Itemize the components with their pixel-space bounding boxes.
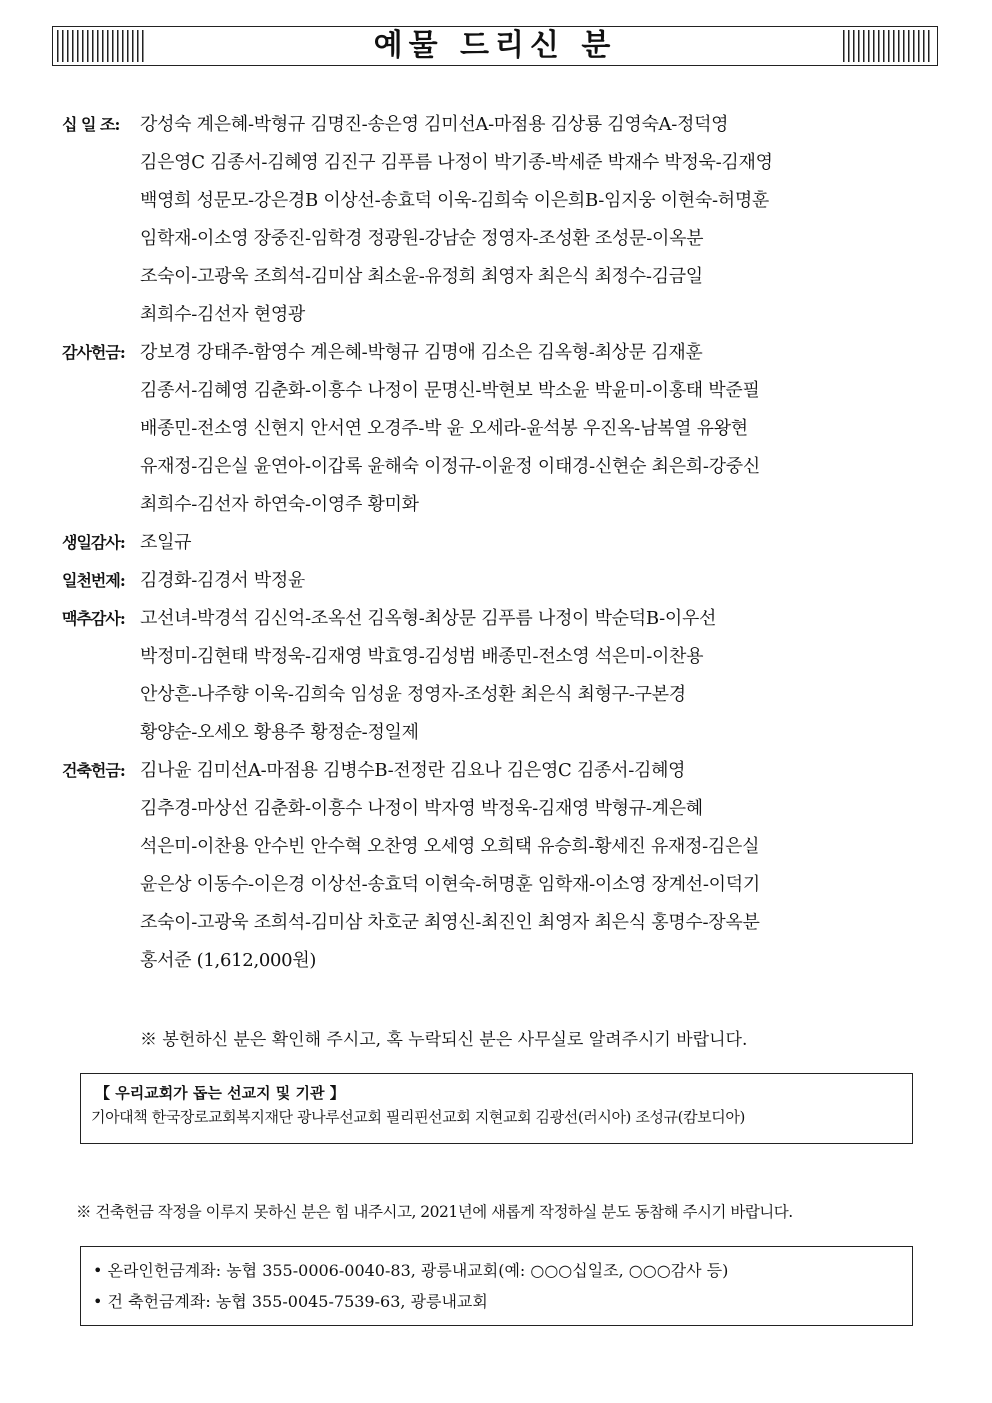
name-line: 김은영C 김종서-김혜영 김진구 김푸름 나정이 박기종-박세준 박재수 박정욱-김재영 [140,152,773,173]
section-names [140,334,942,524]
mission-support-box [80,1073,913,1144]
name-line: 윤은상 이동수-이은경 이상선-송효덕 이현숙-허명훈 임학재-이소영 장계선-이덕기 [140,874,760,895]
name-line: 고선녀-박경석 김신억-조옥선 김옥형-최상문 김푸름 나정이 박순덕B-이우선 [140,608,717,629]
offering-section [62,524,942,562]
offering-section [62,562,942,600]
title-bar [52,26,938,66]
name-line: 김경화-김경서 박정윤 [140,570,305,591]
section-names [140,106,942,334]
offering-section [62,600,942,752]
name-line: 백영희 성문모-강은경B 이상선-송효덕 이욱-김희숙 이은희B-임지웅 이현숙-허명훈 [140,190,770,211]
name-line: 임학재-이소영 장중진-임학경 정광원-강남순 정영자-조성환 조성문-이옥분 [140,228,704,249]
name-line: 강성숙 계은혜-박형규 김명진-송은영 김미선A-마점용 김상룡 김영숙A-정덕영 [140,114,729,135]
name-line: 황양순-오세오 황용주 황정순-정일제 [140,722,419,743]
section-names [140,562,942,600]
name-line: 조숙이-고광욱 조희석-김미삼 최소윤-유정희 최영자 최은식 최정수-김금일 [140,266,703,287]
name-line: 안상흔-나주향 이욱-김희숙 임성윤 정영자-조성환 최은식 최형구-구본경 [140,684,686,705]
name-line: 배종민-전소영 신현지 안서연 오경주-박 윤 오세라-윤석봉 우진옥-남복열 유왕현 [140,418,748,439]
name-line: 김나윤 김미선A-마점용 김병수B-전정란 김요나 김은영C 김종서-김혜영 [140,760,686,781]
section-label: 감사헌금: [62,343,125,362]
offering-section [62,752,942,980]
name-line: 조일규 [140,532,192,553]
section-label: 맥추감사: [62,609,125,628]
section-names [140,524,942,562]
section-label: 십 일 조: [62,115,120,134]
offering-section [62,334,942,524]
mission-support-title: 【 우리교회가 돕는 선교지 및 기관 】 [95,1084,345,1102]
bank-account-box [80,1246,913,1326]
name-line: 최희수-김선자 현영광 [140,304,305,325]
name-line: 박정미-김현태 박정욱-김재영 박효영-김성범 배종민-전소영 석은미-이찬용 [140,646,704,667]
page-title: 예물 드리신 분 [373,28,617,63]
name-line: 홍서준 (1,612,000원) [140,950,317,971]
offering-section [62,106,942,334]
name-line: 김추경-마상선 김춘화-이흥수 나정이 박자영 박정욱-김재영 박형규-계은혜 [140,798,703,819]
section-names [140,600,942,752]
offering-sections [62,106,942,980]
right-stripe-decoration [843,30,933,62]
building-fund-notice: ※ 건축헌금 작정을 이루지 못하신 분은 힘 내주시고, 2021년에 새롭게 작정하실 분도 동참해 주시기 바랍니다. [76,1203,793,1221]
name-line: 김종서-김혜영 김춘화-이흥수 나정이 문명신-박현보 박소윤 박윤미-이홍태 박준필 [140,380,760,401]
mission-support-list: 기아대책 한국장로교회복지재단 광나루선교회 필리핀선교회 지현교회 김광선(러시아) 조성규(캄보디아) [91,1108,745,1126]
left-stripe-decoration [57,30,147,62]
name-line: 강보경 강태주-함영수 계은혜-박형규 김명애 김소은 김옥형-최상문 김재훈 [140,342,703,363]
section-names [140,752,942,980]
section-label: 건축헌금: [62,761,125,780]
name-line: 유재정-김은실 윤연아-이갑록 윤해숙 이정규-이윤정 이태경-신현순 최은희-강중신 [140,456,760,477]
building-fund-account: • 건 축헌금계좌: 농협 355-0045-7539-63, 광릉내교회 [93,1292,488,1311]
confirmation-notice: ※ 봉헌하신 분은 확인해 주시고, 혹 누락되신 분은 사무실로 알려주시기 바랍니다. [140,1030,748,1050]
name-line: 석은미-이찬용 안수빈 안수혁 오찬영 오세영 오희택 유승희-황세진 유재정-김은실 [140,836,760,857]
section-label: 생일감사: [62,533,125,552]
section-label: 일천번제: [62,571,125,590]
online-offering-account: • 온라인헌금계좌: 농협 355-0006-0040-83, 광릉내교회(예: ○○○십일조, ○○○감사 등) [93,1261,729,1280]
name-line: 최희수-김선자 하연숙-이영주 황미화 [140,494,419,515]
name-line: 조숙이-고광욱 조희석-김미삼 차호군 최영신-최진인 최영자 최은식 홍명수-장옥분 [140,912,760,933]
